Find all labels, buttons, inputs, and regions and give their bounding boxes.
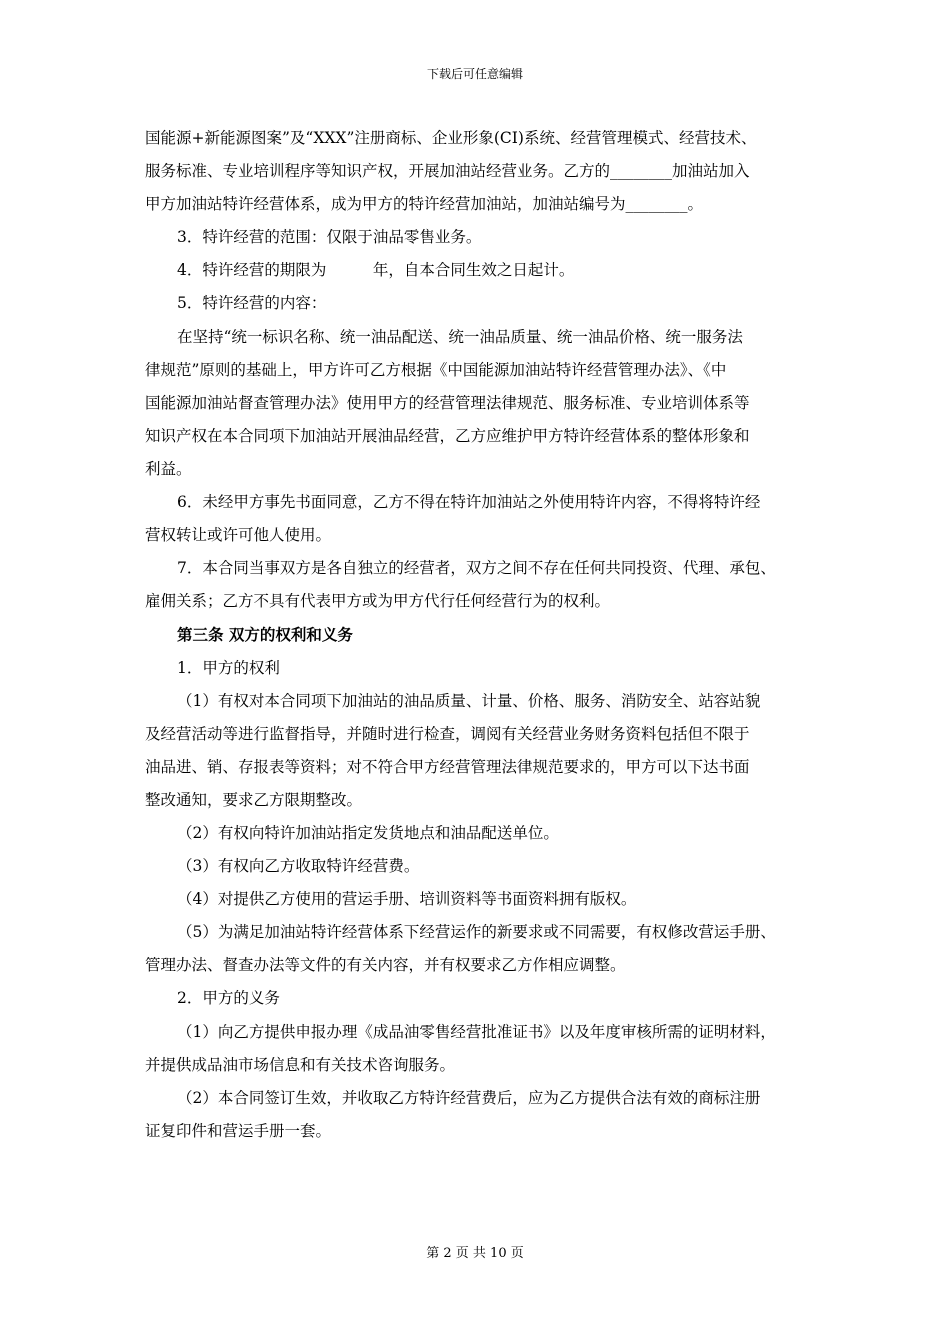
- paragraph-line: （3）有权向乙方收取特许经营费。: [177, 857, 420, 876]
- section-heading: 2．甲方的义务: [177, 989, 280, 1008]
- clause-5-line: 5．特许经营的内容：: [177, 294, 327, 313]
- paragraph-line: 营权转让或许可他人使用。: [145, 526, 332, 545]
- paragraph-line: 知识产权在本合同项下加油站开展油品经营，乙方应维护甲方特许经营体系的整体形象和: [145, 426, 750, 445]
- paragraph-line: 证复印件和营运手册一套。: [145, 1121, 332, 1140]
- article-3-heading: 第三条 双方的权利和义务: [177, 625, 353, 645]
- paragraph-line: 服务标准、专业培训程序等知识产权，开展加油站经营业务。乙方的________加油站加入: [145, 162, 750, 181]
- paragraph-line: （2）有权向特许加油站指定发货地点和油品配送单位。: [177, 823, 559, 842]
- paragraph-line: （1）向乙方提供申报办理《成品油零售经营批准证书》以及年度审核所需的证明材料，: [177, 1022, 776, 1041]
- paragraph-line: 在坚持“统一标识名称、统一油品配送、统一油品质量、统一油品价格、统一服务法: [177, 327, 743, 346]
- clause-7-line: 7．本合同当事双方是各自独立的经营者，双方之间不存在任何共同投资、代理、承包、: [177, 559, 776, 578]
- document-body: [145, 122, 817, 1148]
- paragraph-line: 及经营活动等进行监督指导，并随时进行检查，调阅有关经营业务财务资料包括但不限于: [145, 724, 750, 743]
- paragraph-line: 律规范”原则的基础上，甲方许可乙方根据《中国能源加油站特许经营管理办法》、《中: [145, 360, 727, 379]
- paragraph-line: （1）有权对本合同项下加油站的油品质量、计量、价格、服务、消防安全、站容站貌: [177, 691, 761, 710]
- clause-4-line: 4．特许经营的期限为 年，自本合同生效之日起计。: [177, 261, 575, 280]
- paragraph-line: （2）本合同签订生效，并收取乙方特许经营费后，应为乙方提供合法有效的商标注册: [177, 1088, 761, 1107]
- paragraph-line: 国能源加油站督查管理办法》使用甲方的经营管理法律规范、服务标准、专业培训体系等: [145, 393, 750, 412]
- page-header: 下载后可任意编辑: [426, 67, 523, 81]
- section-heading: 1．甲方的权利: [177, 658, 280, 677]
- paragraph-line: 并提供成品油市场信息和有关技术咨询服务。: [145, 1055, 456, 1074]
- paragraph-line: 管理办法、督查办法等文件的有关内容，并有权要求乙方作相应调整。: [145, 956, 626, 975]
- paragraph-line: 整改通知，要求乙方限期整改。: [145, 790, 363, 809]
- page-number: 第 2 页 共 10 页: [426, 1246, 524, 1261]
- paragraph-line: 甲方加油站特许经营体系，成为甲方的特许经营加油站，加油站编号为________。: [145, 195, 704, 214]
- paragraph-line: （5）为满足加油站特许经营体系下经营运作的新要求或不同需要，有权修改营运手册、: [177, 923, 776, 942]
- paragraph-line: 利益。: [145, 459, 192, 478]
- clause-6-line: 6．未经甲方事先书面同意，乙方不得在特许加油站之外使用特许内容，不得将特许经: [177, 493, 761, 512]
- clause-3-line: 3．特许经营的范围：仅限于油品零售业务。: [177, 228, 482, 247]
- paragraph-line: 雇佣关系；乙方不具有代表甲方或为甲方代行任何经营行为的权利。: [145, 592, 611, 611]
- paragraph-line: 国能源+新能源图案”及“XXX”注册商标、企业形象(CI)系统、经营管理模式、经营技术、: [145, 129, 757, 147]
- paragraph-line: （4）对提供乙方使用的营运手册、培训资料等书面资料拥有版权。: [177, 890, 637, 909]
- paragraph-line: 油品进、销、存报表等资料；对不符合甲方经营管理法律规范要求的，甲方可以下达书面: [145, 757, 750, 776]
